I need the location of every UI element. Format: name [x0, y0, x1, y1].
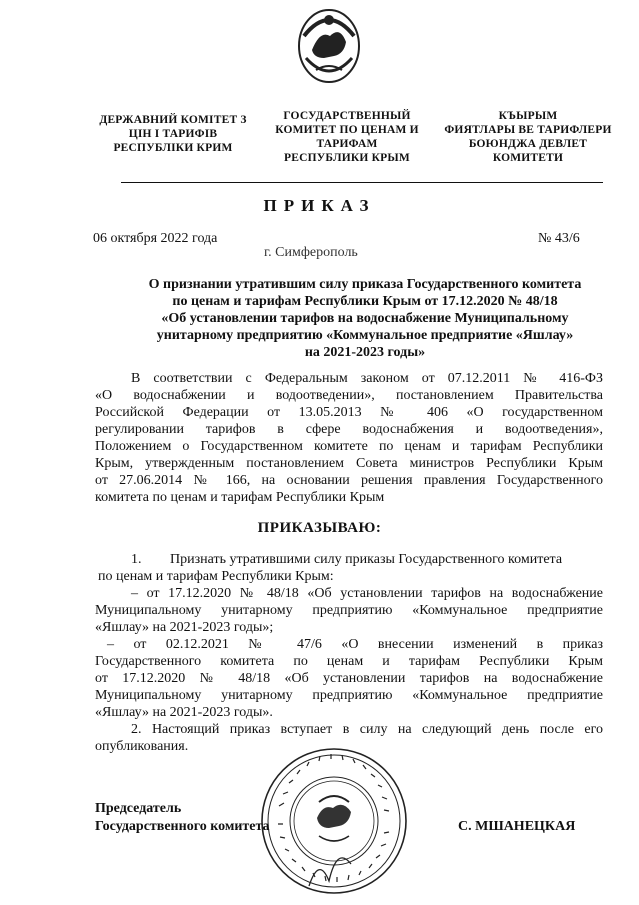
- preamble-line: комитета по ценам и тарифам Республики Крым: [95, 490, 385, 505]
- item-1-a-line: Муниципальному унитарному предприятию «Коммунальное предприятие: [95, 603, 603, 618]
- document-city: г. Симферополь: [264, 245, 358, 260]
- document-number: № 43/6: [538, 231, 580, 246]
- header-divider: [121, 182, 603, 183]
- subject-line: унитарному предприятию «Коммунальное предприятие «Яшлау»: [156, 328, 574, 343]
- signatory-position-line: Государственного комитета: [95, 819, 270, 834]
- subject-line: по ценам и тарифам Республики Крым от 17.12.2020 № 48/18: [172, 294, 558, 309]
- item-1-b-line: Государственного комитета по ценам и тарифам Республики Крым: [95, 654, 603, 669]
- item-1-heading-cont: по ценам и тарифам Республики Крым:: [98, 569, 334, 584]
- preamble: [95, 370, 603, 506]
- preamble-line: Российской Федерации от 13.05.2013 № 406 «О государственном: [95, 405, 603, 420]
- item-1-number: 1.: [131, 552, 142, 567]
- header-right-line: ФИЯТЛАРЫ ВЕ ТАРИФЛЕРИ: [444, 124, 612, 136]
- item-1-b-line: «Яшлау» на 2021-2023 годы».: [95, 705, 273, 720]
- item-1-a-line: «Яшлау» на 2021-2023 годы»;: [95, 620, 274, 635]
- header-left-line: ЦІН І ТАРИФІВ: [128, 128, 218, 140]
- item-1-b-line: Муниципальному унитарному предприятию «Коммунальное предприятие: [95, 688, 603, 703]
- item-2-line: 2. Настоящий приказ вступает в силу на следующий день после его: [131, 722, 603, 737]
- signatory-position-line: Председатель: [95, 801, 182, 816]
- document-title: ПРИКАЗ: [263, 196, 376, 215]
- item-1-b: [95, 636, 603, 721]
- header-right-line: БОЮНДЖА ДЕВЛЕТ: [468, 138, 588, 150]
- preamble-line: регулировании тарифов в сфере водоснабжения и водоотведения»,: [95, 422, 603, 437]
- subject-line: О признании утратившим силу приказа Государственного комитета: [148, 277, 582, 292]
- preamble-line: «О водоснабжении и водоотведении», постановлением Правительства: [95, 388, 603, 403]
- document-date: 06 октября 2022 года: [93, 231, 218, 246]
- item-1-heading: Признать утратившими силу приказы Государственного комитета: [170, 552, 563, 567]
- header-right: [428, 109, 628, 165]
- header-right-line: КЪЫРЫМ: [498, 110, 558, 122]
- header-center-line: РЕСПУБЛИКИ КРЫМ: [284, 152, 410, 164]
- header-left-line: РЕСПУБЛІКИ КРИМ: [113, 142, 233, 154]
- item-2-line: опубликования.: [95, 739, 189, 754]
- official-round-seal-icon: [259, 746, 409, 896]
- document-subject: [110, 276, 620, 361]
- header-left-line: ДЕРЖАВНИЙ КОМІТЕТ З: [99, 114, 247, 126]
- header-left: [78, 113, 268, 155]
- header-center: [262, 109, 432, 165]
- order-heading: ПРИКАЗЫВАЮ:: [257, 520, 382, 536]
- signatory-position: [95, 800, 270, 836]
- item-1-b-line: от 17.12.2020 № 48/18 «Об установлении тарифов на водоснабжение: [95, 671, 603, 686]
- item-1-a: [95, 585, 603, 636]
- preamble-line: Положением о Государственном комитете по ценам и тарифам Республики: [95, 439, 603, 454]
- header-right-line: КОМИТЕТИ: [492, 152, 564, 164]
- subject-line: на 2021-2023 годы»: [304, 345, 426, 360]
- header-center-line: КОМИТЕТ ПО ЦЕНАМ И: [275, 124, 419, 136]
- header-center-line: ГОСУДАРСТВЕННЫЙ: [283, 110, 411, 122]
- signatory-name: С. МШАНЕЦКАЯ: [458, 819, 576, 834]
- preamble-line: В соответствии с Федеральным законом от 07.12.2011 № 416-ФЗ: [131, 371, 603, 386]
- preamble-line: от 27.06.2014 № 166, на основании решения правления Государственного: [95, 473, 603, 488]
- subject-line: «Об установлении тарифов на водоснабжение Муниципальному: [161, 311, 569, 326]
- preamble-line: Крым, утвержденным постановлением Совета министров Республики Крым: [95, 456, 603, 471]
- item-1-a-line: – от 17.12.2020 № 48/18 «Об установлении тарифов на водоснабжение: [131, 586, 603, 601]
- crimea-coat-of-arms-icon: [294, 6, 364, 86]
- item-1-b-line: – от 02.12.2021 № 47/6 «О внесении изменений в приказ: [107, 637, 603, 652]
- header-center-line: ТАРИФАМ: [316, 138, 378, 150]
